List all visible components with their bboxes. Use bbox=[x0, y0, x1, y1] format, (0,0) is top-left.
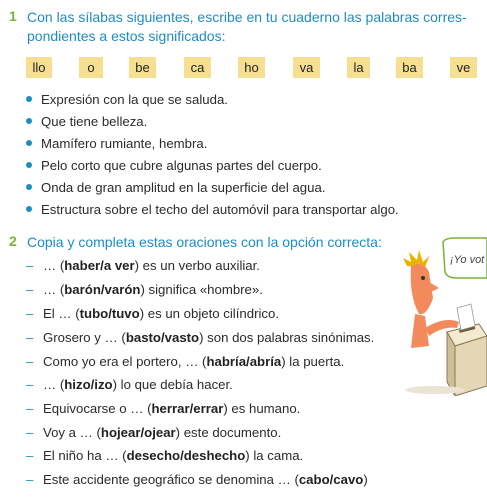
sentence-text: ) significa «hombre». bbox=[140, 282, 263, 297]
sentence-text: ) es humano. bbox=[223, 401, 301, 416]
dash-icon: – bbox=[26, 330, 34, 345]
bullet-icon bbox=[26, 206, 32, 212]
list-item bbox=[26, 158, 322, 174]
list-item bbox=[26, 377, 233, 393]
sentence-option: hojear/ojear bbox=[100, 425, 176, 440]
sentence-option: desecho/deshecho bbox=[126, 448, 246, 463]
bullet-icon bbox=[26, 162, 32, 168]
sentence-text: ) es un objeto cilíndrico. bbox=[139, 306, 279, 321]
list-item bbox=[26, 180, 325, 196]
list-item bbox=[26, 114, 147, 130]
sentence-text: ) es un verbo auxiliar. bbox=[134, 258, 260, 273]
definition-text: Pelo corto que cubre algunas partes del cuerpo. bbox=[41, 158, 322, 173]
exercise-1-instruction bbox=[27, 8, 482, 46]
dash-icon: – bbox=[26, 472, 34, 487]
exercise-1-number: 1 bbox=[9, 8, 17, 24]
sentence-option: hizo/izo bbox=[64, 377, 113, 392]
sentence-option: basto/vasto bbox=[125, 330, 200, 345]
sentence-text: Este accidente geográfico se denomina … ( bbox=[43, 472, 299, 487]
dash-icon: – bbox=[26, 448, 34, 463]
sentence-text: Grosero y … ( bbox=[43, 330, 126, 345]
sentence-option: tubo/tuvo bbox=[79, 306, 140, 321]
sentence-text: ) bbox=[363, 472, 368, 487]
sentence-option: herrar/errar bbox=[151, 401, 224, 416]
list-item bbox=[26, 306, 279, 322]
dash-icon: – bbox=[26, 258, 34, 273]
definition-text: Que tiene belleza. bbox=[41, 114, 148, 129]
sentence-text: Voy a … ( bbox=[43, 425, 101, 440]
exercise-1-instruction-line2: pondientes a estos significados: bbox=[27, 28, 226, 44]
definition-text: Onda de gran amplitud en la superficie del agua. bbox=[41, 180, 326, 195]
sentence-text: … ( bbox=[43, 377, 65, 392]
list-item bbox=[26, 282, 263, 298]
list-item bbox=[26, 401, 300, 417]
definition-text: Estructura sobre el techo del automóvil para transportar algo. bbox=[41, 202, 399, 217]
definition-text: Expresión con la que se saluda. bbox=[41, 92, 228, 107]
sentence-text: ) lo que debía hacer. bbox=[112, 377, 233, 392]
syllable-box: be bbox=[129, 57, 156, 78]
sentence-text: ) la cama. bbox=[245, 448, 304, 463]
exercise-2-number: 2 bbox=[9, 233, 17, 249]
syllable-box: ho bbox=[238, 57, 265, 78]
dash-icon: – bbox=[26, 401, 34, 416]
bullet-icon bbox=[26, 118, 32, 124]
syllable-box: ba bbox=[396, 57, 423, 78]
list-item bbox=[26, 136, 207, 152]
list-item bbox=[26, 330, 374, 346]
sentence-text: ) este documento. bbox=[175, 425, 282, 440]
bullet-icon bbox=[26, 140, 32, 146]
sentence-text: ) son dos palabras sinónimas. bbox=[199, 330, 375, 345]
sentence-option: barón/varón bbox=[64, 282, 141, 297]
bullet-icon bbox=[26, 184, 32, 190]
sentence-text: Equivocarse o … ( bbox=[43, 401, 152, 416]
syllable-box: ve bbox=[450, 57, 477, 78]
list-item bbox=[26, 202, 399, 218]
syllable-box: o bbox=[79, 57, 103, 78]
syllable-box: ca bbox=[184, 57, 211, 78]
voting-illustration bbox=[395, 236, 487, 396]
list-item bbox=[26, 92, 228, 108]
dash-icon: – bbox=[26, 377, 34, 392]
syllable-box: va bbox=[293, 57, 320, 78]
list-item bbox=[26, 354, 344, 370]
list-item bbox=[26, 258, 260, 274]
dash-icon: – bbox=[26, 306, 34, 321]
speech-bubble-text: ¡Yo vot bbox=[450, 254, 485, 266]
dash-icon: – bbox=[26, 354, 34, 369]
bullet-icon bbox=[26, 96, 32, 102]
dash-icon: – bbox=[26, 425, 34, 440]
sentence-text: Como yo era el portero, … ( bbox=[43, 354, 207, 369]
sentence-text: El … ( bbox=[43, 306, 80, 321]
sentence-text: ) la puerta. bbox=[281, 354, 345, 369]
sentence-option: haber/a ver bbox=[64, 258, 135, 273]
list-item bbox=[26, 448, 303, 464]
sentence-option: cabo/cavo bbox=[298, 472, 364, 487]
dash-icon: – bbox=[26, 282, 34, 297]
syllable-box: llo bbox=[26, 57, 52, 78]
syllable-box: la bbox=[347, 57, 370, 78]
definition-text: Mamífero rumiante, hembra. bbox=[41, 136, 208, 151]
list-item bbox=[26, 472, 368, 488]
sentence-text: … ( bbox=[43, 282, 65, 297]
sentence-option: habría/abría bbox=[206, 354, 282, 369]
exercise-2-instruction: Copia y completa estas oraciones con la opción correcta: bbox=[27, 234, 382, 250]
sentence-text: … ( bbox=[43, 258, 65, 273]
sentence-text: El niño ha … ( bbox=[43, 448, 127, 463]
list-item bbox=[26, 425, 281, 441]
exercise-1-instruction-line1: Con las sílabas siguientes, escribe en tu cuaderno las palabras corres- bbox=[27, 9, 467, 25]
